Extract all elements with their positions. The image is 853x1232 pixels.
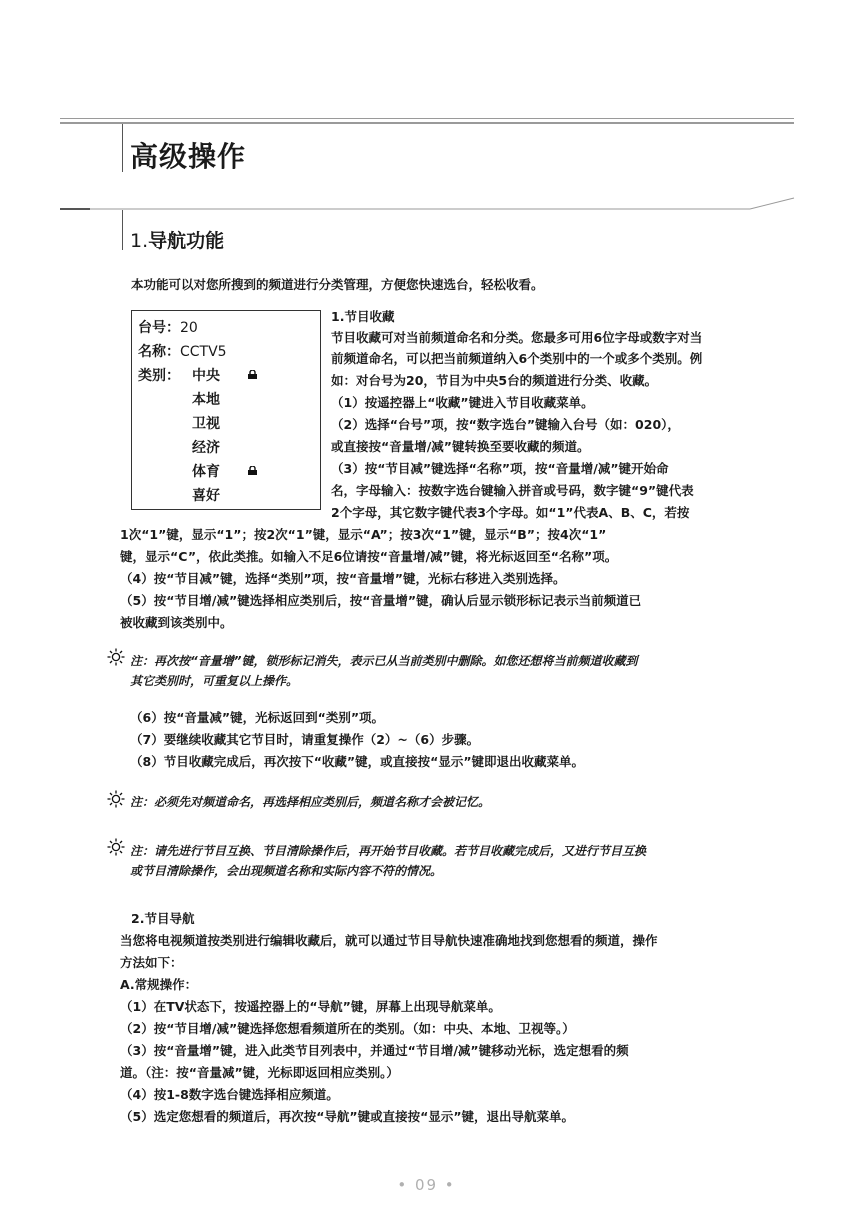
name-label: 名称： (138, 344, 180, 360)
page-title: 高级操作 (130, 140, 247, 173)
header-rule-bottom (60, 122, 794, 124)
step-line: （7）要继续收藏其它节目时，请重复操作（2）~（6）步骤。 (130, 732, 480, 747)
favorites-line: （3）按“节目减”键选择“名称”项，按“音量增/减”键开始命 (331, 461, 669, 476)
title-bar (122, 124, 123, 172)
navigation-line: （1）在TV状态下，按遥控器上的“导航”键，屏幕上出现导航菜单。 (120, 999, 501, 1014)
navigation-heading: 2.节目导航 (131, 911, 195, 926)
favorites-heading: 1.节目收藏 (331, 309, 395, 324)
tip-icon (107, 838, 125, 856)
category-item: 经济 (192, 440, 220, 456)
channel-label: 台号： (138, 320, 180, 336)
navigation-line: （5）选定您想看的频道后，再次按“导航”键或直接按“显示”键，退出导航菜单。 (120, 1109, 575, 1124)
favorites-line: 名，字母输入：按数字选台键输入拼音或号码，数字键“9”键代表 (331, 483, 694, 498)
favorites-line: 2个字母，其它数字键代表3个字母。如“1”代表A、B、C，若按 (331, 505, 690, 520)
step-line: （6）按“音量减”键，光标返回到“类别”项。 (130, 710, 385, 725)
lock-icon (247, 370, 258, 379)
tip-icon (107, 648, 125, 666)
section-title (130, 226, 224, 253)
lock-icon (247, 466, 258, 475)
category-item: 喜好 (192, 488, 220, 504)
note-line: 其它类别时，可重复以上操作。 (130, 674, 299, 688)
category-item: 体育 (192, 464, 220, 480)
favorites-line: 1次“1”键，显示“1”；按2次“1”键，显示“A”；按3次“1”键，显示“B”；按4次“1” (120, 527, 607, 542)
header-rule-top (60, 118, 794, 119)
favorites-line: 被收藏到该类别中。 (120, 615, 233, 630)
channel-info-panel (131, 310, 321, 510)
note-line: 注：再次按“音量增”键，锁形标记消失，表示已从当前类别中删除。如您还想将当前频道收藏到 (130, 654, 638, 668)
section-title-text: 导航功能 (148, 230, 225, 252)
step-line: （8）节目收藏完成后，再次按下“收藏”键，或直接按“显示”键即退出收藏菜单。 (130, 754, 585, 769)
navigation-line: 方法如下： (120, 955, 183, 970)
channel-row (138, 317, 198, 337)
tip-icon (107, 790, 125, 808)
page-number: • 09 • (397, 1176, 456, 1194)
section-rule (60, 196, 796, 216)
navigation-line: A.常规操作： (120, 977, 198, 992)
name-row (138, 341, 227, 361)
note-line: 或节目清除操作，会出现频道名称和实际内容不符的情况。 (130, 864, 443, 878)
navigation-line: 当您将电视频道按类别进行编辑收藏后，就可以通过节目导航快速准确地找到您想看的频道，操作 (120, 933, 658, 948)
channel-value: 20 (180, 320, 198, 336)
note-line: 注：必须先对频道命名，再选择相应类别后，频道名称才会被记忆。 (130, 795, 491, 809)
category-item: 中央 (192, 368, 220, 384)
favorites-line: 如：对台号为20，节目为中央5台的频道进行分类、收藏。 (331, 373, 658, 388)
favorites-line: 或直接按“音量增/减”键转换至要收藏的频道。 (331, 439, 590, 454)
intro-text: 本功能可以对您所搜到的频道进行分类管理，方便您快速选台，轻松收看。 (131, 277, 544, 292)
name-value: CCTV5 (180, 344, 227, 360)
section-bar (122, 210, 123, 250)
category-item: 本地 (192, 392, 220, 408)
navigation-line: 道。（注：按“音量减”键，光标即返回相应类别。） (120, 1065, 399, 1080)
favorites-line: （5）按“节目增/减”键选择相应类别后，按“音量增”键，确认后显示锁形标记表示当前频道已 (120, 593, 642, 608)
favorites-line: （2）选择“台号”项，按“数字选台”键输入台号（如：020）， (331, 417, 680, 432)
section-number: 1. (130, 230, 149, 252)
favorites-line: 节目收藏可对当前频道命名和分类。您最多可用6位字母或数字对当 (331, 330, 703, 345)
category-item: 卫视 (192, 416, 220, 432)
favorites-line: （1）按遥控器上“收藏”键进入节目收藏菜单。 (331, 395, 594, 410)
category-label: 类别： (138, 368, 180, 384)
favorites-line: 前频道命名，可以把当前频道纳入6个类别中的一个或多个类别。例 (331, 351, 703, 366)
note-line: 注：请先进行节目互换、节目清除操作后，再开始节目收藏。若节目收藏完成后，又进行节目互换 (130, 844, 647, 858)
navigation-line: （4）按1-8数字选台键选择相应频道。 (120, 1087, 339, 1102)
navigation-line: （3）按“音量增”键，进入此类节目列表中，并通过“节目增/减”键移动光标，选定想看的频 (120, 1043, 629, 1058)
favorites-line: （4）按“节目减”键，选择“类别”项，按“音量增”键，光标右移进入类别选择。 (120, 571, 566, 586)
favorites-line: 键，显示“C”，依此类推。如输入不足6位请按“音量增/减”键，将光标返回至“名称”项。 (120, 549, 618, 564)
navigation-line: （2）按“节目增/减”键选择您想看频道所在的类别。（如：中央、本地、卫视等。） (120, 1021, 575, 1036)
